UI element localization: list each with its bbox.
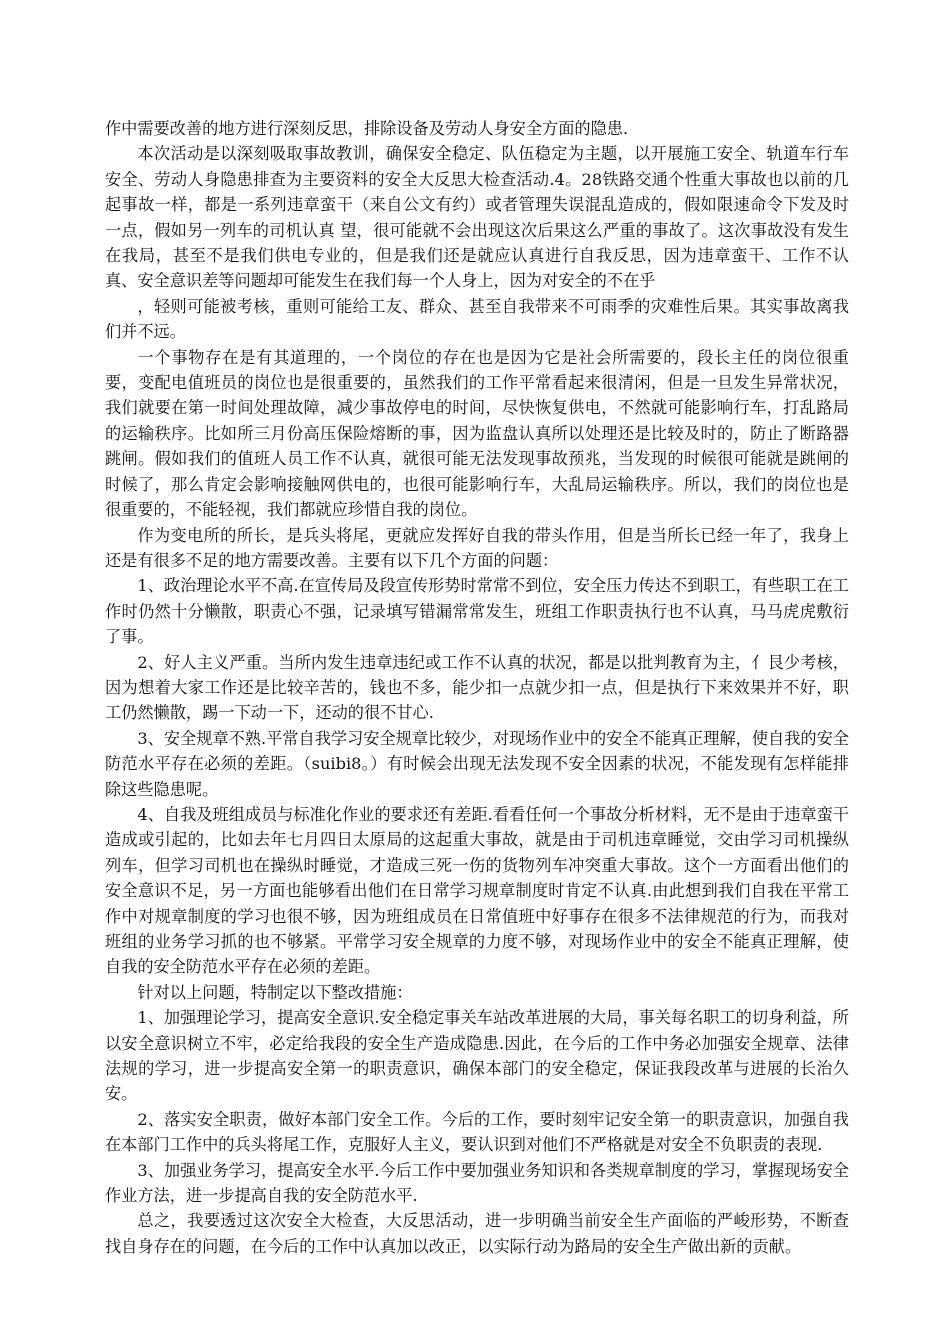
- paragraph-conclusion: 总之，我要透过这次安全大检查，大反思活动，进一步明确当前安全生产面临的严峻形势，不断查找自身存在的问题，在今后的工作中认真加以改正，以实际行动为路局的安全生产做出新的贡献。: [105, 1211, 849, 1256]
- paragraph-continuation: 作中需要改善的地方进行深刻反思，排除设备及劳动人身安全方面的隐患.: [105, 119, 629, 138]
- paragraph-measure-2: 2、落实安全职责，做好本部门安全工作。今后的工作，要时刻牢记安全第一的职责意识，加强自我在本部门工作中的兵头将尾工作，克服好人主义，要认识到对他们不严格就是对安全不负职责的表现.: [105, 1109, 849, 1155]
- paragraph-consequences: ，轻则可能被考核，重则可能给工友、群众、甚至自我带来不可雨季的灾难性后果。其实事故离我们并不远。: [105, 296, 849, 342]
- paragraph-problem-4: 4、自我及班组成员与标准化作业的要求还有差距.看看任何一个事故分析材料，无不是由于违章蛮干造成或引起的，比如去年七月四日太原局的这起重大事故，就是由于司机违章睡觉，交由学习司机操纵列车，但学习司机也在操纵时睡觉，才造成三死一伤的货物列车冲突重大事故。这个一方面看出他们的安全意识不足，另一方面也能够看出他们在日常学习规章制度时肯定不认真.由此想到我们自我在平常工作中对规章制度的学习也很不够，因为班组成员在日常值班中好事存在很多不法律规范的行为，而我对班组的业务学习抓的也不够紧。平常学习安全规章的力度不够，对现场作业中的安全不能真正理解，使自我的安全防范水平存在必须的差距。: [105, 804, 849, 977]
- paragraph-activity-theme: 本次活动是以深刻吸取事故教训，确保安全稳定、队伍稳定为主题，以开展施工安全、轨道车行车安全、劳动人身隐患排查为主要资料的安全大反思大检查活动.4。28铁路交通个性重大事故也以前的几起事故一样，都是一系列违章蛮干（来自公文有约）或者管理失误混乱造成的，假如限速命令下发及时一点，假如另一列车的司机认真 望，很可能就不会出现这次后果这么严重的事故了。这次事故没有发生在我局，甚至不是我们供电专业的，但是我们还是就应认真进行自我反思，因为违章蛮干、工作不认真、安全意识差等问题却可能发生在我们每一个人身上，因为对安全的不在乎: [105, 144, 849, 291]
- paragraph-measure-3: 3、加强业务学习，提高安全水平.今后工作中要加强业务知识和各类规章制度的学习，掌握现场安全作业方法，进一步提高自我的安全防范水平.: [105, 1160, 849, 1206]
- document-body: [105, 116, 849, 1259]
- paragraph-self-role: 作为变电所的所长，是兵头将尾，更就应发挥好自我的带头作用，但是当所长已经一年了，我身上还是有很多不足的地方需要改善。主要有以下几个方面的问题：: [105, 525, 849, 570]
- paragraph-measure-1: 1、加强理论学习，提高安全意识.安全稳定事关车站改革进展的大局，事关每名职工的切身利益，所以安全意识树立不牢，必定给我段的安全生产造成隐患.因此，在今后的工作中务必加强安全规章、法律法规的学习，进一步提高安全第一的职责意识，确保本部门的安全稳定，保证我段改革与进展的长治久安。: [105, 1008, 849, 1104]
- paragraph-problem-1: 1、政治理论水平不高.在宣传局及段宣传形势时常常不到位，安全压力传达不到职工，有些职工在工作时仍然十分懒散，职责心不强，记录填写错漏常常发生，班组工作职责执行也不认真，马马虎虎敷衍了事。: [105, 576, 849, 647]
- paragraph-problem-2: 2、好人主义严重。当所内发生违章违纪或工作不认真的状况，都是以批判教育为主，亻艮少考核，因为想着大家工作还是比较辛苦的，钱也不多，能少扣一点就少扣一点，但是执行下来效果并不好，职工仍然懒散，踢一下动一下，还动的很不甘心.: [105, 652, 849, 723]
- paragraph-measures-intro: 针对以上问题，特制定以下整改措施：: [137, 982, 413, 1002]
- paragraph-post-importance: 一个事物存在是有其道理的，一个岗位的存在也是因为它是社会所需要的，段长主任的岗位很重要，变配电值班员的岗位也是很重要的，虽然我们的工作平常看起来很清闲，但是一旦发生异常状况，我们就要在第一时间处理故障，减少事故停电的时间，尽快恢复供电，不然就可能影响行车，打乱路局的运输秩序。比如所三月份高压保险熔断的事，因为监盘认真所以处理还是比较及时的，防止了断路器跳闸。假如我们的值班人员工作不认真，就很可能无法发现事故预兆，当发现的时候很可能就是跳闸的时候了，那么肯定会影响接触网供电的，也很可能影响行车，大乱局运输秩序。所以，我们的岗位也是很重要的，不能轻视，我们都就应珍惜自我的岗位。: [105, 347, 849, 520]
- paragraph-problem-3: 3、安全规章不熟.平常自我学习安全规章比较少，对现场作业中的安全不能真正理解，使自我的安全防范水平存在必须的差距。（suibi8。）有时候会出现无法发现不安全因素的状况，不能发现有怎样能排除这些隐患呢。: [105, 728, 849, 799]
